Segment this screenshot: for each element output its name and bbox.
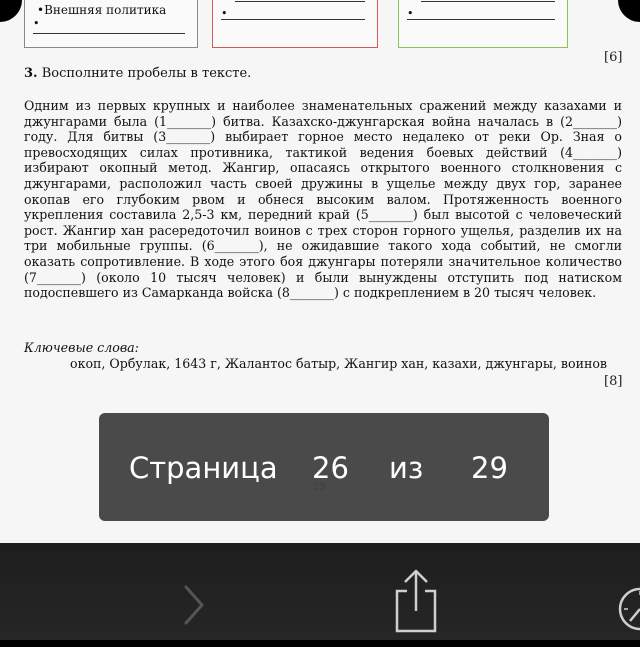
page-indicator-overlay bbox=[99, 413, 549, 521]
bottom-toolbar bbox=[0, 543, 640, 640]
screen-corner bbox=[0, 0, 22, 22]
share-button[interactable] bbox=[392, 567, 440, 639]
topic-box-foreign-policy bbox=[24, 0, 198, 48]
forward-button[interactable] bbox=[178, 583, 208, 631]
task-heading bbox=[24, 66, 251, 81]
compass-button[interactable] bbox=[614, 583, 640, 647]
compass-icon bbox=[614, 583, 640, 643]
blank-line bbox=[221, 19, 365, 20]
bullet: • bbox=[407, 7, 414, 20]
page-label: Страница bbox=[129, 451, 278, 485]
score-task2: [6] bbox=[604, 50, 623, 65]
blank-line bbox=[421, 1, 555, 2]
chevron-right-icon bbox=[178, 583, 208, 627]
total-pages: 29 bbox=[471, 451, 508, 485]
blank-line bbox=[407, 19, 555, 20]
screen-corner bbox=[618, 0, 640, 22]
current-page: 26 bbox=[312, 451, 349, 485]
task-number: 3. bbox=[24, 66, 38, 81]
bullet: • bbox=[221, 7, 228, 20]
topic-box bbox=[212, 0, 378, 48]
task-paragraph: Одним из первых крупных и наиболее знаменательных сражений между казахами и джунгарами была (1_______) битва. Казахско-джунгарская война началась в (2_______) году. Для битвы (3_______) выбирает горное место недалеко от реки Ор. Зная о превосходящих силах противника, тактикой ведения боевых действий (4_______) избирают окопный метод. Жангир, опасаясь открытого военного столкновения с джунгарами, расположил часть своей дружины в ущелье между двух гор, заранее окопав его глубоким рвом и обнеся высоким валом. Протяженность военного укрепления составила 2,5-3 км, передний край (5_______) был высотой с человеческий рост. Жангир хан расередоточил воинов с трех сторон горного ущелья, разделив их на три мобильные группы. (6_______), не ожидавшие такого хода событий, не смогли оказать сопротивление. В ходе этого боя джунгары потеряли значительное количество (7_______) (около 10 тысяч человек) и были вынуждены отступить под натиском подоспевшего из Самарканда войска (8_______) с подкреплением в 20 тысяч человек. bbox=[24, 98, 622, 301]
share-icon bbox=[392, 567, 440, 635]
blank-line bbox=[33, 33, 185, 34]
task-prompt: Восполните пробелы в тексте. bbox=[41, 66, 252, 81]
topic-box bbox=[398, 0, 568, 48]
box-title: •Внешняя политика bbox=[37, 3, 167, 17]
page-separator: из bbox=[389, 451, 424, 485]
keywords-list: окоп, Орбулак, 1643 г, Жалантос батыр, Жангир хан, казахи, джунгары, воинов bbox=[70, 356, 608, 371]
score-task3: [8] bbox=[604, 374, 623, 389]
keywords-title: Ключевые слова: bbox=[24, 340, 139, 355]
bullet: • bbox=[33, 17, 40, 30]
blank-line bbox=[235, 1, 365, 2]
